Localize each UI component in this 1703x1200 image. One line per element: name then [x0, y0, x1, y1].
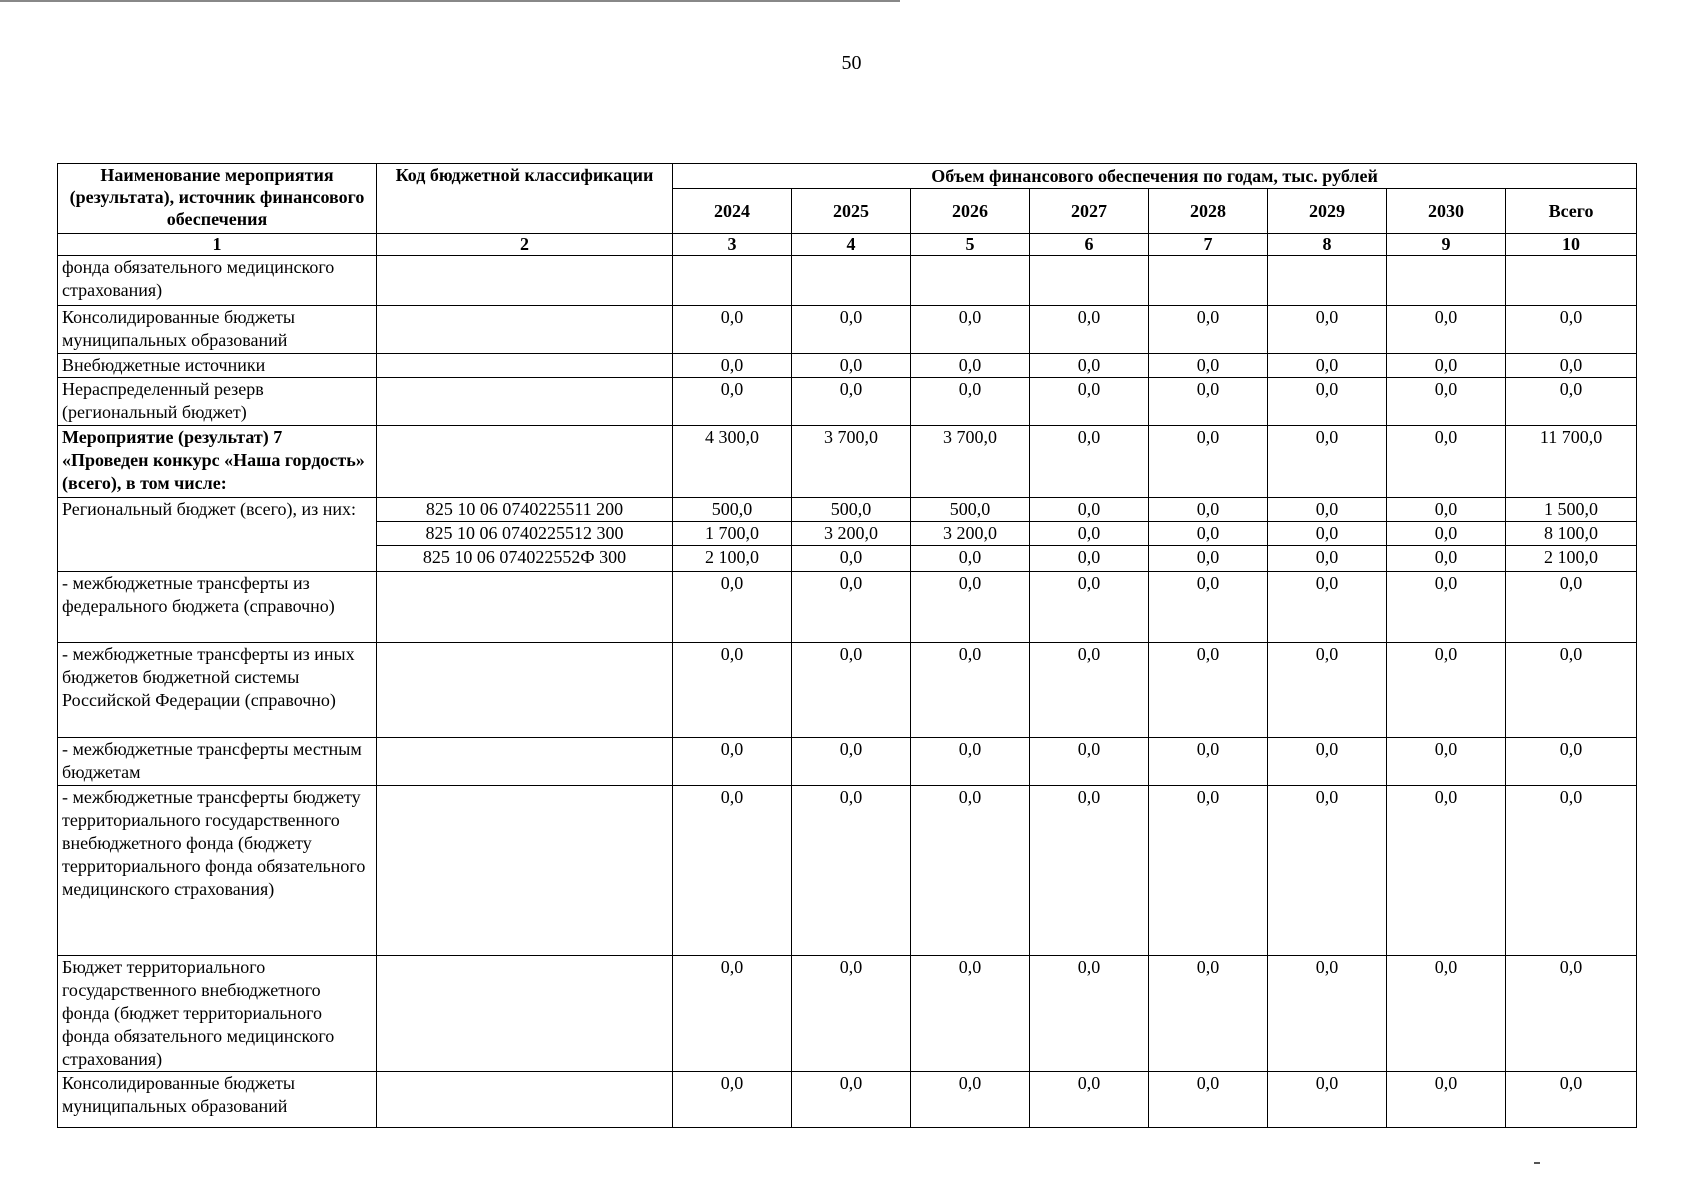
- row-value: 1 700,0: [673, 522, 792, 546]
- row-value: 0,0: [1506, 786, 1637, 956]
- row-value: 0,0: [1506, 738, 1637, 786]
- row-value: 0,0: [1149, 1072, 1268, 1128]
- row-value: 0,0: [1030, 786, 1149, 956]
- row-value: 0,0: [1030, 522, 1149, 546]
- row-name: Бюджет территориального государственного внебюджетного фонда (бюджет территориального фонда обязательного медицинского страхования): [58, 956, 377, 1072]
- row-value: 0,0: [1030, 426, 1149, 498]
- row-value: 0,0: [792, 378, 911, 426]
- header-year: 2025: [792, 189, 911, 234]
- row-value: 0,0: [1268, 306, 1387, 354]
- row-value: 0,0: [1387, 572, 1506, 643]
- row-value: 3 200,0: [792, 522, 911, 546]
- row-code: 825 10 06 074022552Ф 300: [377, 546, 673, 572]
- row-value: 0,0: [1387, 546, 1506, 572]
- row-value: 0,0: [792, 546, 911, 572]
- header-year: 2026: [911, 189, 1030, 234]
- row-value: 0,0: [911, 572, 1030, 643]
- row-code: [377, 786, 673, 956]
- row-value: 0,0: [792, 306, 911, 354]
- scan-top-rule: [0, 0, 900, 2]
- row-value: 0,0: [1149, 956, 1268, 1072]
- row-value: 0,0: [792, 354, 911, 378]
- row-value: 0,0: [1149, 546, 1268, 572]
- row-code: [377, 378, 673, 426]
- row-value: 0,0: [673, 306, 792, 354]
- row-value: 0,0: [673, 572, 792, 643]
- row-value: 0,0: [1506, 354, 1637, 378]
- row-name: - межбюджетные трансферты из федерального бюджета (справочно): [58, 572, 377, 643]
- table-row: [58, 256, 1637, 306]
- row-value: 0,0: [1030, 306, 1149, 354]
- header-volume: Объем финансового обеспечения по годам, тыс. рублей: [673, 164, 1637, 189]
- row-value: 3 700,0: [792, 426, 911, 498]
- header-year: 2028: [1149, 189, 1268, 234]
- row-name: - межбюджетные трансферты из иных бюджетов бюджетной системы Российской Федерации (справочно): [58, 643, 377, 738]
- row-value: 0,0: [1030, 354, 1149, 378]
- table-row: [58, 1072, 1637, 1128]
- column-index: 6: [1030, 234, 1149, 256]
- row-value: 0,0: [1149, 378, 1268, 426]
- header-name: Наименование мероприятия (результата), источник финансового обеспечения: [58, 164, 377, 234]
- row-value: 0,0: [911, 786, 1030, 956]
- row-value: 1 500,0: [1506, 498, 1637, 522]
- row-value: 0,0: [1149, 522, 1268, 546]
- row-value: 0,0: [673, 738, 792, 786]
- column-index: 1: [58, 234, 377, 256]
- column-index: 10: [1506, 234, 1637, 256]
- row-name: Региональный бюджет (всего), из них:: [58, 498, 377, 572]
- row-value: 0,0: [673, 378, 792, 426]
- column-index: 9: [1387, 234, 1506, 256]
- row-value: 0,0: [911, 738, 1030, 786]
- row-value: 0,0: [1387, 498, 1506, 522]
- row-value: 0,0: [1030, 956, 1149, 1072]
- row-name: - межбюджетные трансферты местным бюджетам: [58, 738, 377, 786]
- row-name: Нераспределенный резерв (региональный бюджет): [58, 378, 377, 426]
- header-year: 2027: [1030, 189, 1149, 234]
- row-value: 0,0: [1030, 572, 1149, 643]
- row-value: 0,0: [673, 956, 792, 1072]
- row-value: 3 700,0: [911, 426, 1030, 498]
- row-value: 0,0: [1268, 378, 1387, 426]
- row-value: 0,0: [792, 738, 911, 786]
- table-row: [58, 956, 1637, 1072]
- row-value: [1149, 256, 1268, 306]
- row-value: 0,0: [1149, 306, 1268, 354]
- row-value: 0,0: [1268, 1072, 1387, 1128]
- row-value: 0,0: [673, 786, 792, 956]
- row-value: 2 100,0: [1506, 546, 1637, 572]
- row-value: 0,0: [911, 306, 1030, 354]
- row-code: [377, 956, 673, 1072]
- row-value: 0,0: [792, 1072, 911, 1128]
- row-value: 0,0: [1506, 956, 1637, 1072]
- row-value: [911, 256, 1030, 306]
- row-value: 0,0: [1149, 786, 1268, 956]
- row-code: 825 10 06 0740225511 200: [377, 498, 673, 522]
- row-value: 0,0: [1030, 1072, 1149, 1128]
- row-code: [377, 1072, 673, 1128]
- header-code: Код бюджетной классификации: [377, 164, 673, 234]
- row-value: 0,0: [1387, 786, 1506, 956]
- row-code: [377, 643, 673, 738]
- row-value: 0,0: [673, 1072, 792, 1128]
- table-row: [58, 786, 1637, 956]
- row-value: 0,0: [1149, 498, 1268, 522]
- column-index: 7: [1149, 234, 1268, 256]
- row-value: [1387, 256, 1506, 306]
- row-value: 0,0: [1506, 572, 1637, 643]
- row-value: 500,0: [673, 498, 792, 522]
- header-year: 2030: [1387, 189, 1506, 234]
- row-value: 0,0: [911, 546, 1030, 572]
- row-value: [1030, 256, 1149, 306]
- row-value: 0,0: [911, 354, 1030, 378]
- row-value: 8 100,0: [1506, 522, 1637, 546]
- row-name: Консолидированные бюджеты муниципальных образований: [58, 1072, 377, 1128]
- row-value: 0,0: [1387, 1072, 1506, 1128]
- row-code: [377, 572, 673, 643]
- row-value: 0,0: [1506, 306, 1637, 354]
- row-value: 0,0: [673, 354, 792, 378]
- table-row: [58, 572, 1637, 643]
- row-value: 0,0: [1268, 786, 1387, 956]
- row-value: 0,0: [1387, 956, 1506, 1072]
- row-value: 0,0: [1268, 426, 1387, 498]
- page-number: 50: [841, 52, 862, 74]
- header-year: 2024: [673, 189, 792, 234]
- row-value: 0,0: [792, 643, 911, 738]
- table-row: [58, 738, 1637, 786]
- row-value: 0,0: [1268, 738, 1387, 786]
- row-value: 500,0: [911, 498, 1030, 522]
- table-row: [58, 354, 1637, 378]
- row-code: [377, 256, 673, 306]
- row-value: 0,0: [911, 378, 1030, 426]
- row-value: 0,0: [1387, 306, 1506, 354]
- row-code: [377, 738, 673, 786]
- row-code: [377, 306, 673, 354]
- column-index: 8: [1268, 234, 1387, 256]
- row-value: 0,0: [1387, 738, 1506, 786]
- row-name: Мероприятие (результат) 7 «Проведен конкурс «Наша гордость» (всего), в том числе:: [58, 426, 377, 498]
- table-row: [58, 378, 1637, 426]
- row-value: 0,0: [1387, 643, 1506, 738]
- row-value: 0,0: [1149, 426, 1268, 498]
- row-value: 0,0: [1506, 643, 1637, 738]
- row-code: [377, 354, 673, 378]
- row-value: 0,0: [1268, 354, 1387, 378]
- row-name: - межбюджетные трансферты бюджету территориального государственного внебюджетного фонда (бюджету территориального фонда обязательного медицинского страхования): [58, 786, 377, 956]
- column-index: 2: [377, 234, 673, 256]
- row-name: фонда обязательного медицинского страхования): [58, 256, 377, 306]
- row-value: 0,0: [1268, 546, 1387, 572]
- row-value: 0,0: [792, 956, 911, 1072]
- row-value: 0,0: [1149, 643, 1268, 738]
- row-value: 3 200,0: [911, 522, 1030, 546]
- header-year: 2029: [1268, 189, 1387, 234]
- row-value: 0,0: [911, 1072, 1030, 1128]
- row-value: 0,0: [1506, 378, 1637, 426]
- row-value: 500,0: [792, 498, 911, 522]
- row-value: [1506, 256, 1637, 306]
- row-code: [377, 426, 673, 498]
- row-value: 4 300,0: [673, 426, 792, 498]
- row-value: 0,0: [1149, 738, 1268, 786]
- header-total: Всего: [1506, 189, 1637, 234]
- row-name: Консолидированные бюджеты муниципальных образований: [58, 306, 377, 354]
- row-value: 0,0: [1268, 572, 1387, 643]
- row-value: 0,0: [1268, 956, 1387, 1072]
- row-value: 11 700,0: [1506, 426, 1637, 498]
- row-name: Внебюджетные источники: [58, 354, 377, 378]
- table-row: [58, 643, 1637, 738]
- row-value: 0,0: [1149, 354, 1268, 378]
- column-index: 3: [673, 234, 792, 256]
- table-row: [58, 306, 1637, 354]
- column-index: 5: [911, 234, 1030, 256]
- row-value: 0,0: [1387, 426, 1506, 498]
- row-value: [1268, 256, 1387, 306]
- row-value: 0,0: [1387, 522, 1506, 546]
- row-value: 0,0: [1030, 498, 1149, 522]
- row-value: 0,0: [1268, 522, 1387, 546]
- scan-artifact: [1534, 1162, 1540, 1164]
- row-value: 0,0: [792, 786, 911, 956]
- row-value: 0,0: [1030, 738, 1149, 786]
- row-value: 2 100,0: [673, 546, 792, 572]
- row-value: 0,0: [911, 956, 1030, 1072]
- row-value: [673, 256, 792, 306]
- row-value: 0,0: [1387, 354, 1506, 378]
- row-value: 0,0: [1030, 378, 1149, 426]
- row-value: 0,0: [1387, 378, 1506, 426]
- table-row-regional: [58, 498, 1637, 522]
- row-value: 0,0: [1268, 643, 1387, 738]
- row-value: 0,0: [1149, 572, 1268, 643]
- financing-table: [57, 163, 1637, 1128]
- table-row-activity: [58, 426, 1637, 498]
- row-value: 0,0: [1268, 498, 1387, 522]
- row-value: 0,0: [1030, 643, 1149, 738]
- row-value: 0,0: [911, 643, 1030, 738]
- row-value: 0,0: [673, 643, 792, 738]
- row-value: 0,0: [1030, 546, 1149, 572]
- row-code: 825 10 06 0740225512 300: [377, 522, 673, 546]
- column-index: 4: [792, 234, 911, 256]
- row-value: 0,0: [792, 572, 911, 643]
- row-value: [792, 256, 911, 306]
- row-value: 0,0: [1506, 1072, 1637, 1128]
